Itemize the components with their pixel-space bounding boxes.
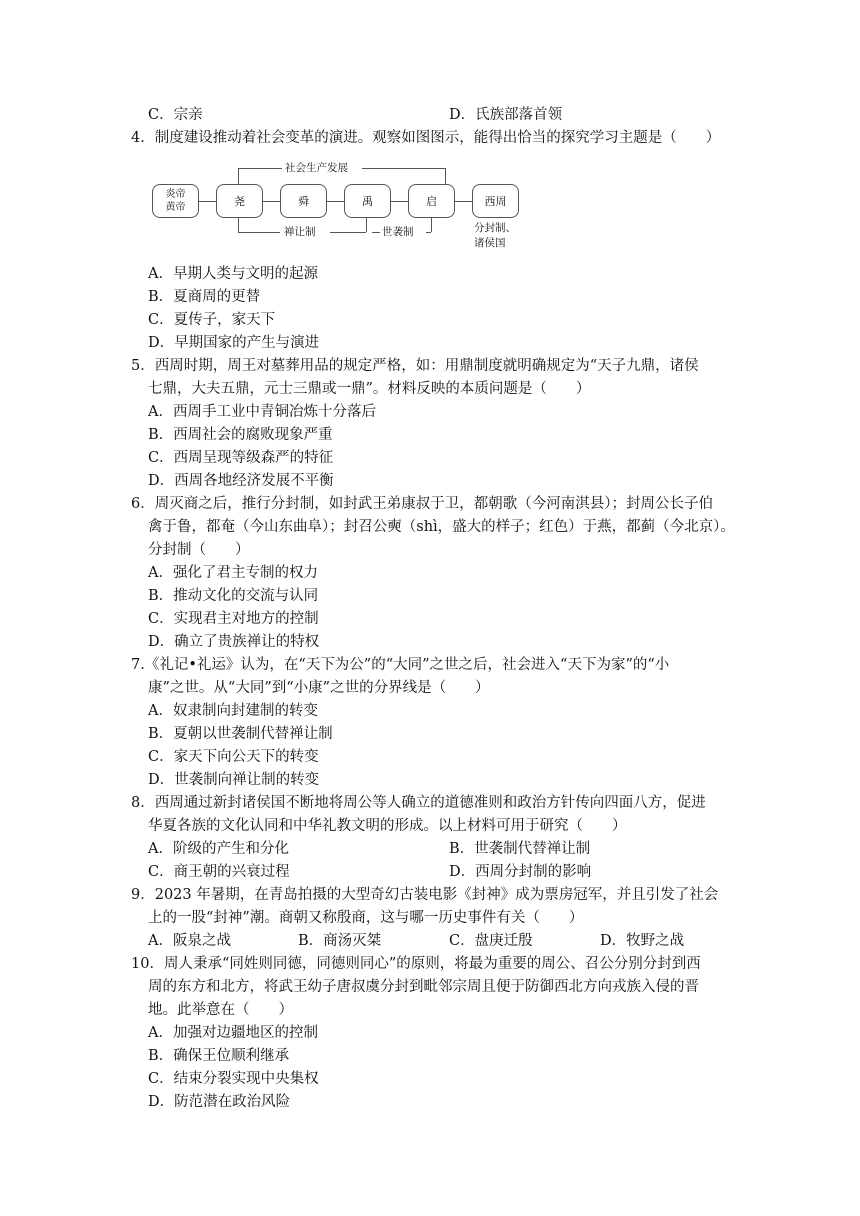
q8-option-d: D．西周分封制的影响: [449, 864, 592, 880]
box-huangdi-label: 黄帝: [165, 202, 186, 213]
label-shixi: 世袭制: [382, 226, 414, 238]
q10-stem-3: 地。此举意在（ ）: [148, 1002, 293, 1018]
q6-stem-3: 分封制（ ）: [148, 542, 250, 558]
q10-option-a: A．加强对边疆地区的控制: [148, 1025, 318, 1041]
q9-stem-2: 上的一股“封神”潮。商朝又称殷商，这与哪一历史事件有关（ ）: [148, 910, 584, 926]
q5-stem-1: 5．西周时期，周王对墓葬用品的规定严格，如：用鼎制度就明确规定为“天子九鼎，诸侯: [131, 358, 699, 374]
q3-option-d: D．氏族部落首领: [449, 107, 563, 123]
q10-option-b: B．确保王位顺利继承: [148, 1048, 290, 1064]
box-shun: 舜: [280, 184, 327, 218]
q8-stem-2: 华夏各族的文化认同和中华礼教文明的形成。以上材料可用于研究（ ）: [148, 818, 627, 834]
q5-option-c: C．西周呈现等级森严的特征: [148, 450, 334, 466]
q4-option-b: B．夏商周的更替: [148, 289, 261, 305]
q7-stem-2: 康”之世。从“大同”到“小康”之世的分界线是（ ）: [148, 680, 490, 696]
q6-stem-1: 6．周灭商之后，推行分封制，如封武王弟康叔于卫，都朝歌（今河南淇县）；封周公长子伯: [131, 496, 713, 512]
q5-stem-2: 七鼎，大夫五鼎，元士三鼎或一鼎”。材料反映的本质问题是（ ）: [148, 381, 591, 397]
q9-stem-1: 9．2023 年暑期，在青岛拍摄的大型奇幻古装电影《封神》成为票房冠军，并且引发了社会: [131, 887, 719, 903]
q8-option-c: C．商王朝的兴衰过程: [148, 864, 290, 880]
q4-stem: 4．制度建设推动着社会变革的演进。观察如图图示，能得出恰当的探究学习主题是（ ）: [131, 130, 721, 146]
q10-option-c: C．结束分裂实现中央集权: [148, 1071, 319, 1087]
q9-option-b: B．商汤灭桀: [298, 933, 382, 949]
q4-option-a: A．早期人类与文明的起源: [148, 266, 318, 282]
q6-option-d: D．确立了贵族禅让的特权: [148, 634, 320, 650]
q9-option-a: A．阪泉之战: [148, 933, 231, 949]
q5-option-d: D．西周各地经济发展不平衡: [148, 473, 334, 489]
q4-option-c: C．夏传子，家天下: [148, 312, 276, 328]
q7-option-c: C．家天下向公天下的转变: [148, 749, 319, 765]
box-yu: 禹: [344, 184, 391, 218]
box-xizhou: 西周: [472, 184, 519, 218]
q9-option-c: C．盘庚迁殷: [449, 933, 533, 949]
q10-stem-2: 周的东方和北方，将武王幼子唐叔虞分封到毗邻宗周且便于防御西北方向戎族入侵的晋: [148, 979, 699, 995]
label-shanrang: 禅让制: [284, 226, 316, 238]
q6-stem-2: 禽于鲁，都奄（今山东曲阜）；封召公奭（shì，盛大的样子；红色）于燕，都蓟（今北京）。: [148, 519, 735, 535]
q4-diagram: [150, 158, 530, 254]
q7-option-b: B．夏朝以世袭制代替禅让制: [148, 726, 333, 742]
label-fenfeng-2: 诸侯国: [474, 237, 506, 249]
box-yandi-huangdi: [152, 184, 199, 218]
label-fenfeng-1: 分封制、: [474, 222, 516, 234]
q5-option-a: A．西周手工业中青铜冶炼十分落后: [148, 404, 376, 420]
box-yao: 尧: [216, 184, 263, 218]
q8-stem-1: 8．西周通过新封诸侯国不断地将周公等人确立的道德准则和政治方针传向四面八方，促进: [131, 795, 706, 811]
diagram-top-label: 社会生产发展: [285, 162, 348, 174]
q6-option-c: C．实现君主对地方的控制: [148, 611, 319, 627]
box-yandi-label: 炎帝: [165, 189, 186, 200]
q7-stem-1: 7.《礼记•礼运》认为，在“天下为公”的“大同”之世之后，社会进入“天下为家”的“小: [131, 657, 670, 673]
q7-option-d: D．世袭制向禅让制的转变: [148, 772, 320, 788]
box-qi: 启: [408, 184, 455, 218]
q9-option-d: D．牧野之战: [600, 933, 685, 949]
q10-stem-1: 10．周人秉承“同姓则同德，同德则同心”的原则，将最为重要的周公、召公分别分封到西: [131, 956, 701, 972]
q6-option-b: B．推动文化的交流与认同: [148, 588, 319, 604]
q10-option-d: D．防范潜在政治风险: [148, 1094, 291, 1110]
q6-option-a: A．强化了君主专制的权力: [148, 565, 318, 581]
q8-option-b: B．世袭制代替禅让制: [449, 841, 591, 857]
q4-option-d: D．早期国家的产生与演进: [148, 335, 320, 351]
q3-option-c: C．宗亲: [148, 107, 203, 123]
q7-option-a: A．奴隶制向封建制的转变: [148, 703, 318, 719]
q8-option-a: A．阶级的产生和分化: [148, 841, 289, 857]
q5-option-b: B．西周社会的腐败现象严重: [148, 427, 333, 443]
